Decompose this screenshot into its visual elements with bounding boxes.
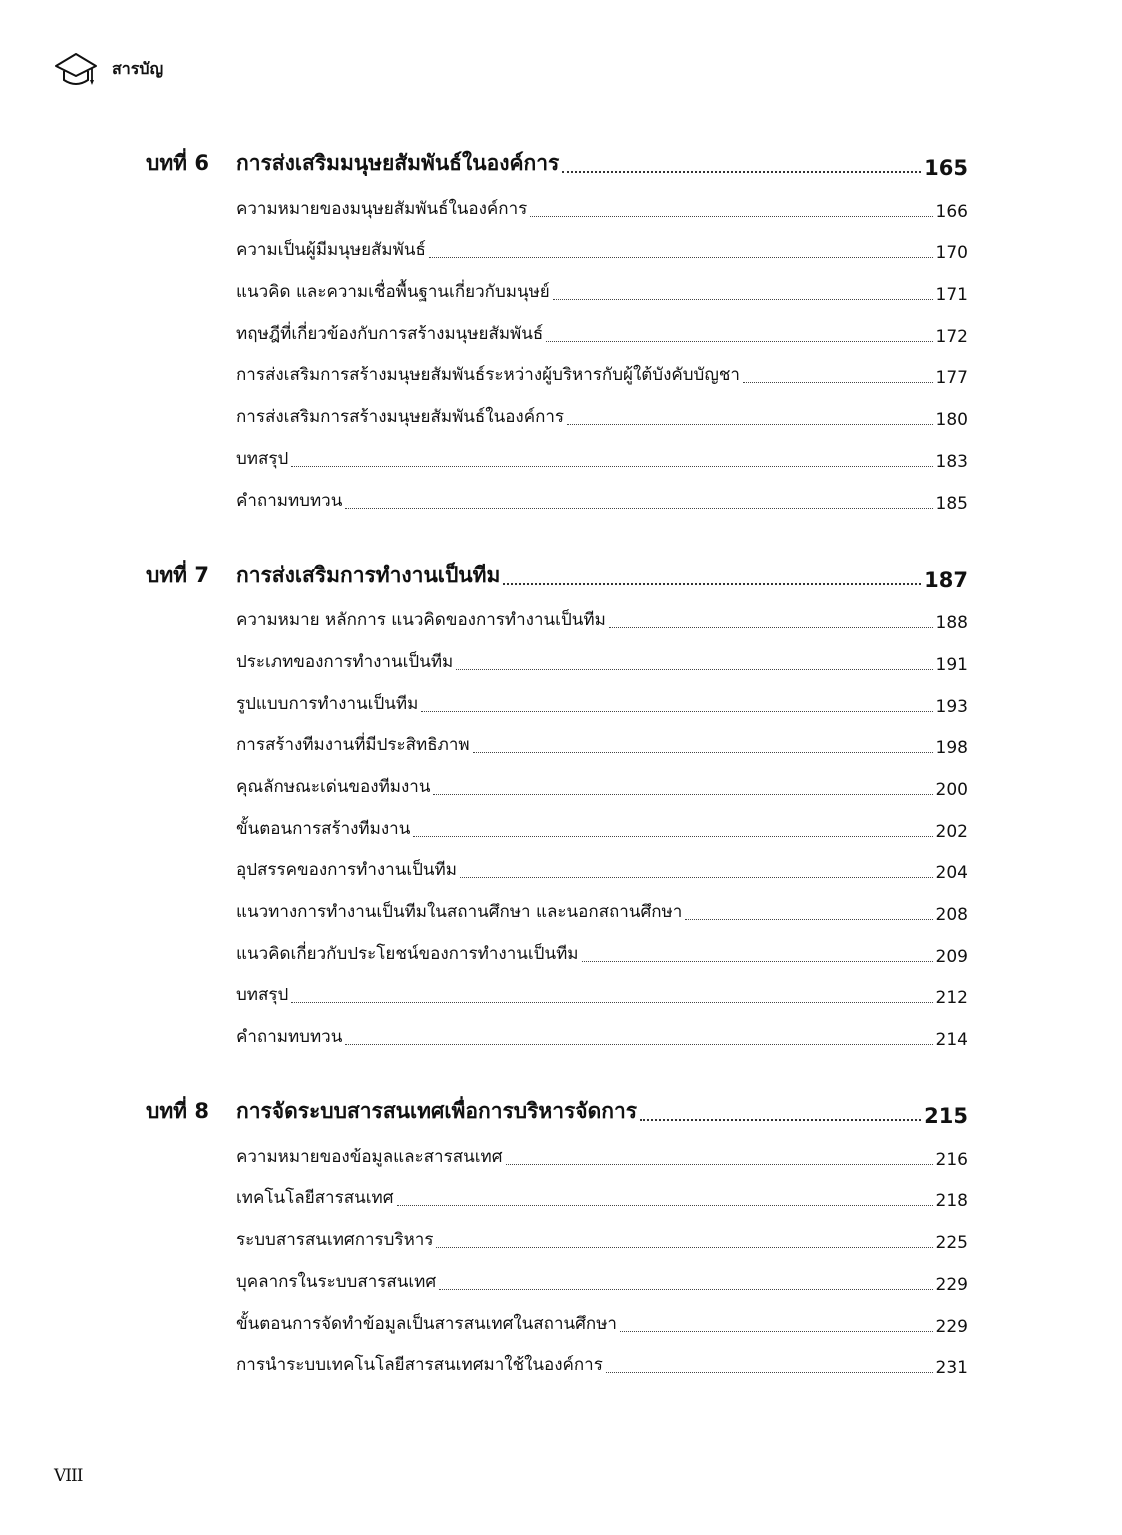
entry-title: เทคโนโลยีสารสนเทศ — [236, 1188, 394, 1209]
entry-title: ความหมายของมนุษยสัมพันธ์ในองค์การ — [236, 198, 528, 219]
dot-leader — [503, 583, 921, 585]
chapter-title: การส่งเสริมการทำงานเป็นทีม — [236, 562, 501, 587]
entry-page: 225 — [935, 1233, 968, 1254]
entry-title: แนวทางการทำงานเป็นทีมในสถานศึกษา และนอกสถานศึกษา — [236, 902, 683, 922]
toc-entry[interactable] — [236, 592, 968, 634]
entry-page: 172 — [935, 326, 968, 347]
entry-page: 171 — [935, 285, 968, 306]
entry-title: การส่งเสริมการสร้างมนุษยสัมพันธ์ระหว่างผู้บริหารกับผู้ใต้บังคับบัญชา — [236, 365, 740, 386]
dot-leader — [609, 627, 933, 628]
entry-page: 229 — [935, 1316, 968, 1337]
toc-entry[interactable] — [236, 842, 968, 884]
dot-leader — [685, 919, 932, 920]
toc-entry[interactable] — [236, 305, 968, 347]
chapter-page: 215 — [924, 1104, 968, 1129]
chapter-number: บทที่ 8 — [146, 1099, 209, 1124]
toc-entry[interactable] — [236, 1211, 968, 1253]
entry-title: ระบบสารสนเทศการบริหาร — [236, 1230, 434, 1251]
entry-page: 200 — [935, 779, 968, 800]
toc-entry[interactable] — [236, 347, 968, 389]
toc-entry[interactable] — [236, 633, 968, 675]
chapter-heading[interactable] — [146, 548, 968, 592]
chapter-number: บทที่ 6 — [146, 151, 209, 175]
entry-page: 198 — [935, 738, 968, 759]
chapter-page: 165 — [924, 156, 968, 180]
entry-title: แนวคิดเกี่ยวกับประโยชน์ของการทำงานเป็นทีม — [236, 943, 579, 964]
entry-title: ความเป็นผู้มีมนุษยสัมพันธ์ — [236, 240, 426, 261]
entry-title: ความหมายของข้อมูลและสารสนเทศ — [236, 1146, 503, 1167]
entry-page: 188 — [935, 613, 968, 634]
entry-title: การส่งเสริมการสร้างมนุษยสัมพันธ์ในองค์การ — [236, 407, 565, 428]
dot-leader — [291, 1002, 932, 1003]
toc-entry[interactable] — [236, 1337, 968, 1379]
toc-entry[interactable] — [236, 925, 968, 967]
chapter-title: การจัดระบบสารสนเทศเพื่อการบริหารจัดการ — [236, 1099, 638, 1124]
dot-leader — [640, 1119, 921, 1121]
toc-entry[interactable] — [236, 1170, 968, 1212]
toc-entry[interactable] — [236, 883, 968, 925]
entry-page: 208 — [935, 905, 968, 925]
entry-title: แนวคิด และความเชื่อพื้นฐานเกี่ยวกับมนุษย์ — [236, 282, 550, 303]
toc-entry[interactable] — [236, 1253, 968, 1295]
entry-title: ทฤษฎีที่เกี่ยวข้องกับการสร้างมนุษยสัมพันธ์ — [236, 323, 544, 344]
graduation-cap-icon — [52, 44, 100, 94]
toc-entry[interactable] — [236, 263, 968, 305]
chapter-title: การส่งเสริมมนุษยสัมพันธ์ในองค์การ — [236, 151, 560, 175]
toc-entry[interactable] — [236, 1295, 968, 1337]
chapter-page: 187 — [924, 567, 968, 592]
entry-title: ขั้นตอนการสร้างทีมงาน — [236, 818, 411, 839]
dot-leader — [421, 711, 932, 712]
dot-leader — [460, 877, 933, 878]
dot-leader — [620, 1331, 933, 1332]
dot-leader — [436, 1247, 932, 1248]
entry-page: 191 — [935, 654, 968, 675]
header-title: สารบัญ — [112, 58, 164, 78]
toc-entry[interactable] — [236, 675, 968, 717]
toc-entry[interactable] — [236, 472, 968, 514]
entry-title: คำถามทบทวน — [236, 490, 343, 511]
toc-entry[interactable] — [236, 1128, 968, 1170]
dot-leader — [345, 1044, 932, 1045]
dot-leader — [291, 466, 932, 467]
dot-leader — [562, 171, 921, 173]
entry-page: 180 — [935, 410, 968, 431]
entry-page: 185 — [935, 493, 968, 514]
dot-leader — [506, 1164, 933, 1165]
entry-page: 216 — [935, 1149, 968, 1170]
page-header — [52, 46, 163, 92]
dot-leader — [582, 961, 933, 962]
chapter-heading[interactable] — [146, 136, 968, 180]
entry-title: การสร้างทีมงานที่มีประสิทธิภาพ — [236, 735, 470, 756]
entry-title: คำถามทบทวน — [236, 1027, 343, 1048]
dot-leader — [456, 669, 932, 670]
entry-title: บทสรุป — [236, 985, 289, 1006]
entry-page: 193 — [935, 696, 968, 717]
entry-page: 183 — [935, 451, 968, 472]
toc-entry[interactable] — [236, 180, 968, 222]
dot-leader — [429, 257, 933, 258]
dot-leader — [567, 424, 933, 425]
entry-page: 166 — [935, 201, 968, 222]
dot-leader — [743, 382, 933, 383]
dot-leader — [530, 216, 932, 217]
chapter-6 — [146, 136, 968, 514]
toc-entry[interactable] — [236, 800, 968, 842]
entry-title: บุคลากรในระบบสารสนเทศ — [236, 1271, 437, 1292]
entry-page: 231 — [935, 1358, 968, 1379]
toc-entry[interactable] — [236, 388, 968, 430]
toc-entry[interactable] — [236, 222, 968, 264]
entry-page: 204 — [935, 863, 968, 884]
entry-title: ประเภทของการทำงานเป็นทีม — [236, 651, 454, 672]
chapter-number: บทที่ 7 — [146, 562, 209, 587]
dot-leader — [345, 508, 932, 509]
chapter-heading[interactable] — [146, 1084, 968, 1128]
entry-page: 229 — [935, 1274, 968, 1295]
entry-title: ความหมาย หลักการ แนวคิดของการทำงานเป็นทีม — [236, 610, 606, 631]
toc-entry[interactable] — [236, 717, 968, 759]
toc-entry[interactable] — [236, 430, 968, 472]
entry-page: 209 — [935, 946, 968, 967]
table-of-contents — [146, 136, 968, 1378]
dot-leader — [433, 794, 932, 795]
dot-leader — [553, 299, 933, 300]
entry-title: คุณลักษณะเด่นของทีมงาน — [236, 776, 431, 797]
entry-title: การนำระบบเทคโนโลยีสารสนเทศมาใช้ในองค์การ — [236, 1355, 603, 1376]
dot-leader — [606, 1372, 933, 1373]
entry-title: รูปแบบการทำงานเป็นทีม — [236, 693, 419, 714]
entry-title: อุปสรรคของการทำงานเป็นทีม — [236, 860, 457, 881]
entry-title: บทสรุป — [236, 448, 289, 469]
chapter-8 — [146, 1084, 968, 1378]
entry-page: 170 — [935, 243, 968, 264]
dot-leader — [546, 341, 932, 342]
page-number: VIII — [54, 1466, 83, 1486]
toc-entry[interactable] — [236, 1008, 968, 1050]
dot-leader — [439, 1289, 932, 1290]
entry-page: 202 — [935, 821, 968, 842]
entry-page: 212 — [935, 988, 968, 1009]
dot-leader — [473, 752, 933, 753]
toc-entry[interactable] — [236, 758, 968, 800]
chapter-7 — [146, 548, 968, 1051]
dot-leader — [413, 836, 932, 837]
entry-page: 218 — [935, 1191, 968, 1212]
entry-title: ขั้นตอนการจัดทำข้อมูลเป็นสารสนเทศในสถานศึกษา — [236, 1313, 617, 1334]
entry-page: 177 — [935, 368, 968, 389]
entry-page: 214 — [935, 1030, 968, 1051]
dot-leader — [397, 1205, 933, 1206]
toc-entry[interactable] — [236, 967, 968, 1009]
